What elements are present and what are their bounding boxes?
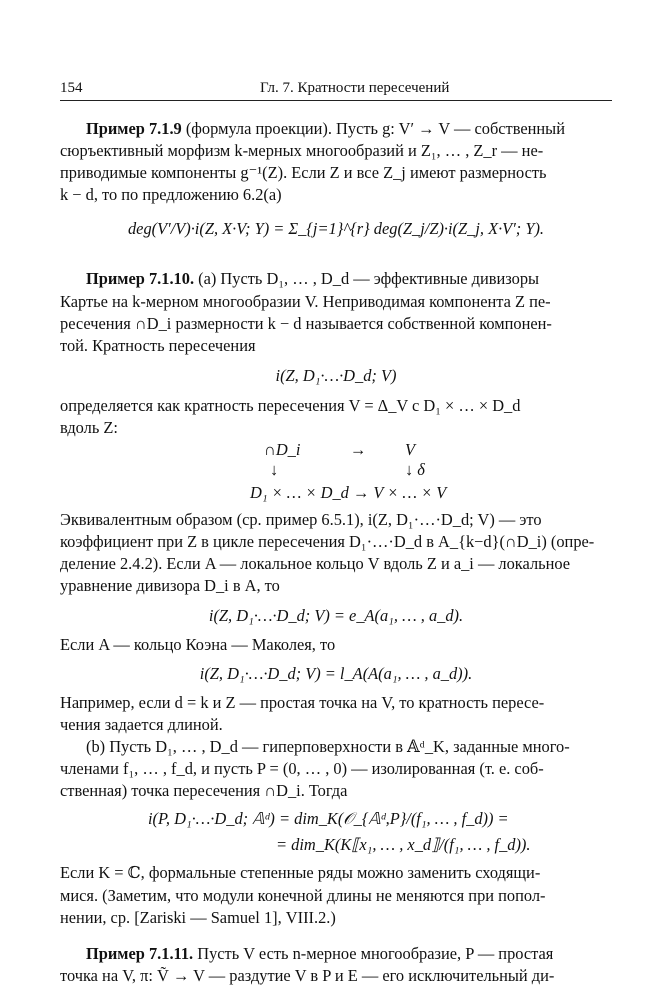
text-line: уравнение дивизора D_i в A, то [60,576,280,596]
text-line: Эквивалентным образом (ср. пример 6.5.1), i(Z, D₁·…·D_d; V) — это [60,510,542,530]
text-line: той. Кратность пересечения [60,335,256,355]
text-line: (b) Пусть D₁, … , D_d — гиперповерхности в 𝔸ᵈ_K, заданные много- [86,736,570,756]
dimension-equation-line1: i(P, D₁·…·D_d; 𝔸ᵈ) = dim_K(𝒪_{𝔸ᵈ,P}/(f₁, … , f_d)) = [148,809,509,829]
page-body [60,118,612,987]
text-line: Картье на k-мерном многообразии V. Неприводимая компонента Z пе- [60,291,551,311]
running-title: Гл. 7. Кратности пересечений [260,80,450,96]
text-line: ственная) точка пересечения ∩D_i. Тогда [60,781,348,801]
text-line: деление 2.4.2). Если A — локальное кольцо V вдоль Z и a_i — локальное [60,554,571,574]
commutative-diagram [60,439,612,509]
text-line: нении, ср. [Zariski — Samuel 1], VIII.2.) [60,907,336,927]
text-line: k − d, то по предложению 6.2(a) [60,185,282,205]
text-line: членами f₁, … , f_d, и пусть P = (0, … , 0) — изолированная (т. е. соб- [60,759,544,779]
diagram-right-arrow: ↓ δ [405,460,425,480]
multiplicity-equation: i(Z, D₁·…·D_d; V) = e_A(a₁, … , a_d). [208,605,464,625]
projection-formula: deg(V′/V)·i(Z, X·V; Y) = Σ_{j=1}^{r} deg(Z_j/Z)·i(Z_j, X·V′; Y). [127,219,545,239]
text-line: приводимые компоненты g⁻¹(Z). Если Z и все Z_j имеют размерность [60,163,547,183]
example-7-1-9: Пример 7.1.9 (формула проекции). Пусть g: V′ → V — собственный [86,119,565,138]
text-line: ресечения ∩D_i размерности k − d называется собственной компонен- [60,313,552,333]
multiplicity-formula: i(Z, D₁·…·D_d; V) [275,365,397,385]
example-7-1-10: Пример 7.1.10. (a) Пусть D₁, … , D_d — эффективные дивизоры [86,269,540,289]
dimension-equation-line2: = dim_K(K⟦x₁, … , x_d⟧/(f₁, … , f_d)). [276,835,531,855]
text-line: чения задается длиной. [60,714,223,734]
text-line: точка на V, π: Ṽ → V — раздутие V в P и E — его исключительный ди- [60,965,555,985]
diagram-top-left: ∩D_i [264,440,301,460]
text-line: Если A — кольцо Коэна — Маколея, то [60,634,336,654]
text-line: Если K = ℂ, формальные степенные ряды можно заменить сходящи- [60,863,541,883]
diagram-left-arrow: ↓ [270,460,279,480]
text-line: сюръективный морфизм k-мерных многообразий и Z₁, … , Z_r — не- [60,141,544,161]
text-line: вдоль Z: [60,418,118,438]
example-label: Пример 7.1.10. [86,269,195,289]
diagram-top-arrow: → [350,440,367,460]
text-line: коэффициент при Z в цикле пересечения D₁·…·D_d в A_{k−d}(∩D_i) (опре- [60,532,595,552]
diagram-top-right: V [405,440,416,460]
running-header [60,78,612,101]
text-line: определяется как кратность пересечения V = Δ_V с D₁ × … × D_d [60,395,521,415]
diagram-bottom-row: D₁ × … × D_d → V × … × V [250,483,447,503]
example-label: Пример 7.1.11. [86,943,194,963]
example-7-1-11: Пример 7.1.11. Пусть V есть n-мерное многообразие, P — простая [86,943,554,963]
example-label: Пример 7.1.9 [86,119,182,138]
text-line: Например, если d = k и Z — простая точка на V, то кратность пересе- [60,692,545,712]
cohen-macaulay-equation: i(Z, D₁·…·D_d; V) = l_A(A(a₁, … , a_d)). [199,663,473,683]
text-line: мися. (Заметим, что модули конечной длины не меняются при попол- [60,885,546,905]
page-number: 154 [60,80,83,96]
